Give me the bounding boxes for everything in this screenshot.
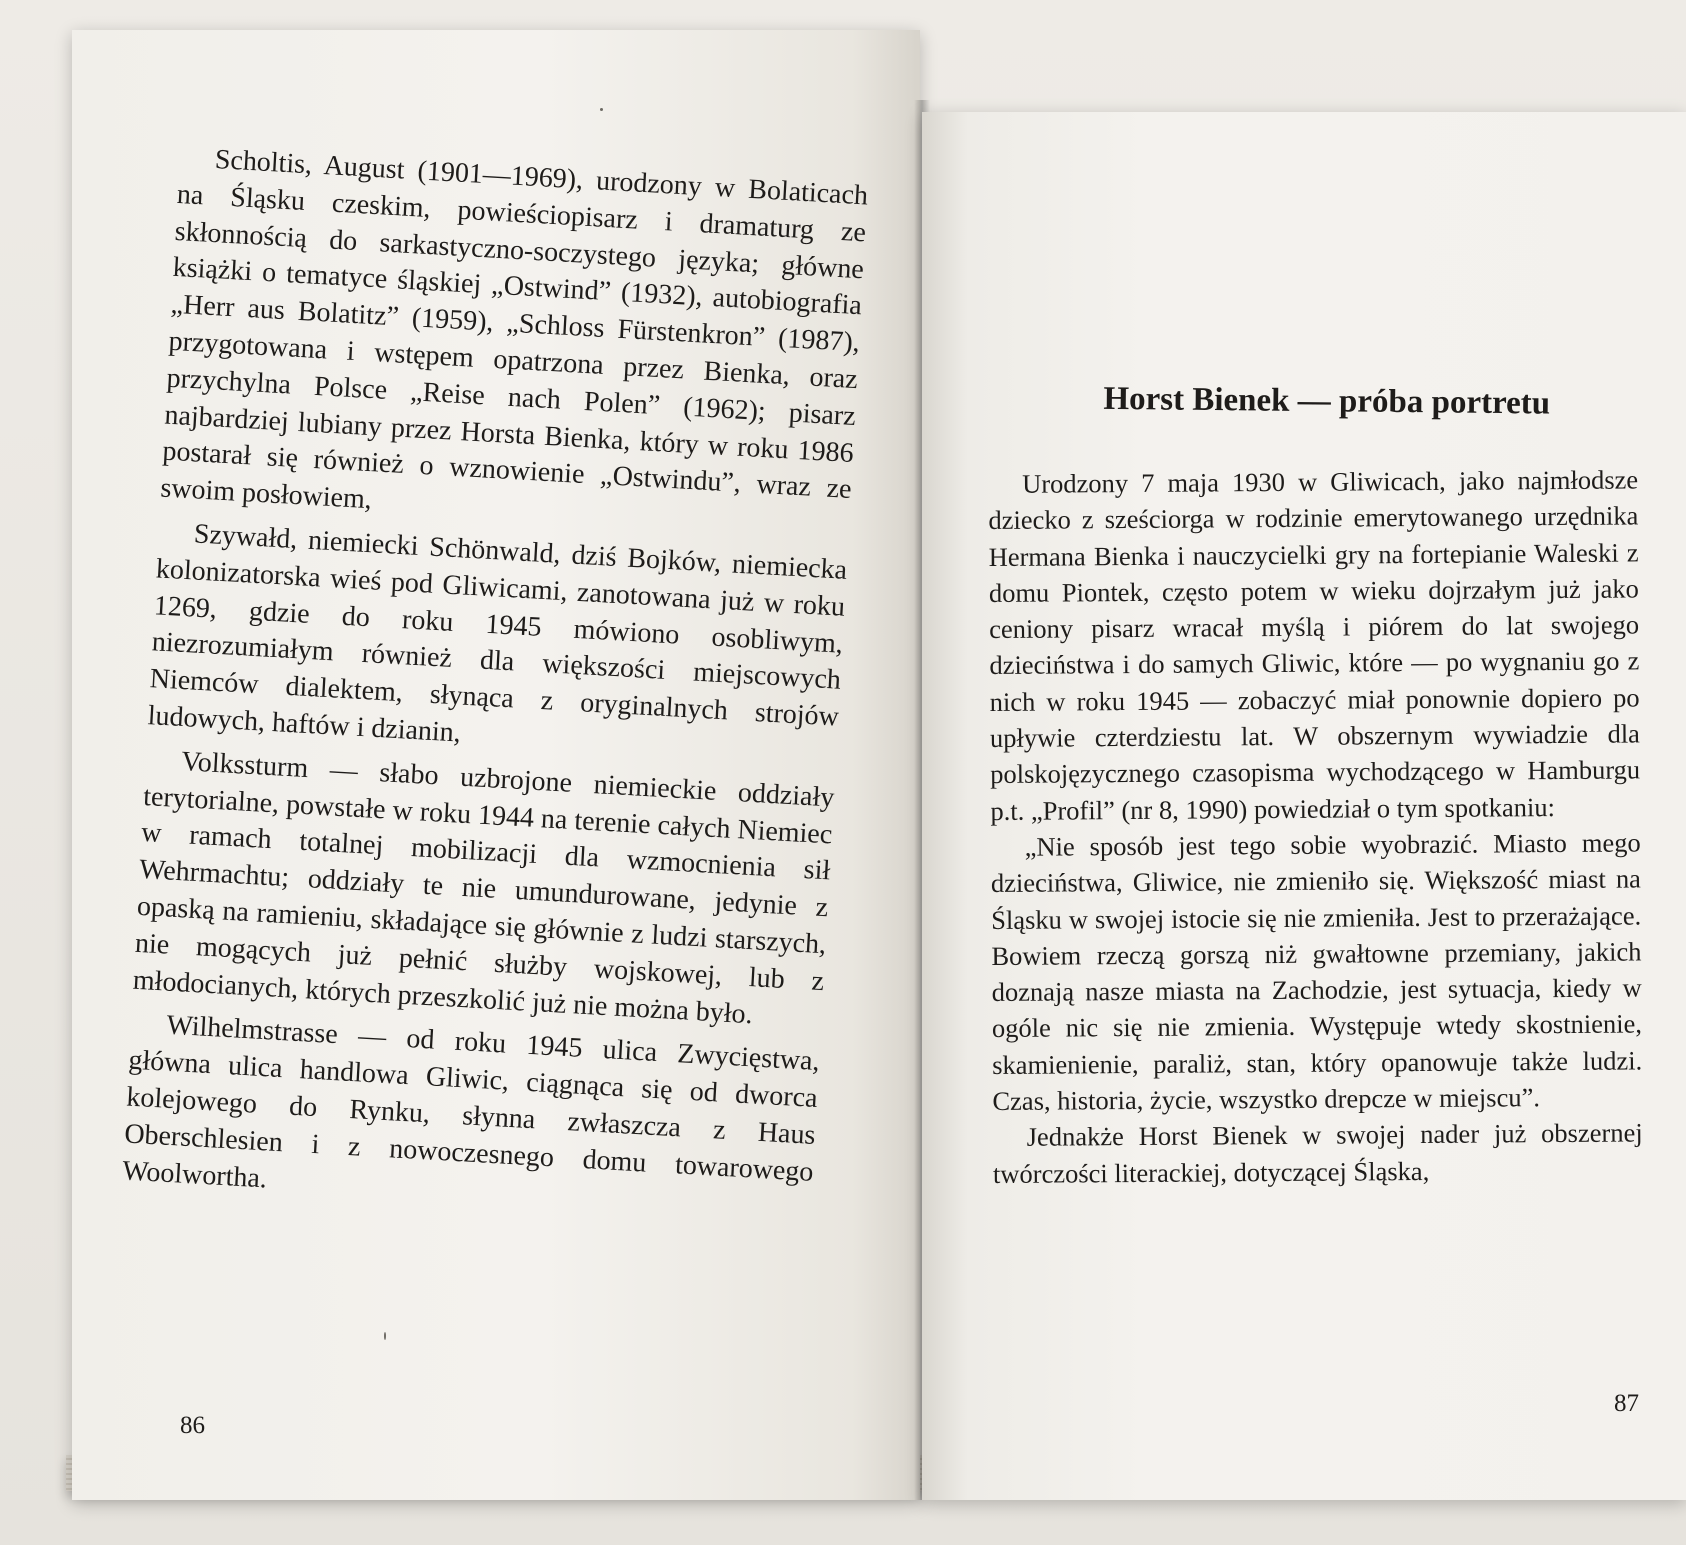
left-page	[72, 30, 920, 1500]
paper-speck	[600, 108, 603, 111]
paper-speck	[384, 1332, 386, 1340]
quote-paragraph: „Nie sposób jest tego sobie wyobrazić. Miasto mego dzieciństwa, Gliwice, nie zmieniło się. Większość miast na Śląsku w swojej istocie się nie zmieniła. Jest to przerażające. Bowiem rzeczą gorszą niż gwałtowne przemiany, jakich doznają nasze miasta na Zachodzie, jest sytuacja, kiedy w ogóle nic się nie zmienia. Występuje wtedy skostnienie, skamienienie, paraliż, stan, który opanowuje także ludzi. Czas, historia, życie, wszystko drepcze w miejscu”.	[990, 827, 1643, 1117]
glossary-entry-volkssturm: Volkssturm — słabo uzbrojone niemieckie oddziały terytorialne, powstałe w roku 1944 na terenie całych Niemiec w ramach totalnej mobilizacji dla wzmocnienia sił Wehrmachtu; oddziały te nie umundurowane, jedynie z opaską na ramieniu, składające się głównie z ludzi starszych, nie mogących już pełnić służby wojskowej, lub z młodocianych, których przeszkolić już nie można było.	[132, 745, 836, 1030]
glossary-entry-wilhelmstrasse: Wilhelmstrasse — od roku 1945 ulica Zwycięstwa, główna ulica handlowa Gliwic, ciągnąca się od dworca kolejowego do Rynku, słynna zwłaszcza z Haus Oberschlesien i z nowoczesnego domu towarowego Woolwortha.	[121, 1009, 821, 1194]
right-page-text	[988, 461, 1643, 1191]
body-paragraph: Urodzony 7 maja 1930 w Gliwicach, jako najmłodsze dziecko z sześciorga w rodzinie emerytowanego urzędnika Hermana Bienka i nauczycielki gry na fortepianie Waleski z domu Piontek, często potem w wieku dojrzałym już jako ceniony pisarz wracał myślą i piórem do lat swojego dzieciństwa i do samych Gliwic, które — po wygnaniu go z nich w roku 1945 — zobaczyć miał ponownie dopiero po upływie czterdziestu lat. W obszernym wywiadzie dla polskojęzycznego czasopisma wychodzącego w Hamburgu p.t. „Profil” (nr 8, 1990) powiedział o tym spotkaniu:	[988, 464, 1641, 826]
left-page-text	[121, 140, 869, 1235]
glossary-entry-szywald: Szywałd, niemiecki Schönwald, dziś Bojków, niemiecka kolonizatorska wieś pod Gliwicami, zanotowana już w roku 1269, gdzie do roku 1945 mówiono osobliwym, niezrozumiałym również dla większości miejscowych Niemców dialektem, słynąca z oryginalnych strojów ludowych, haftów i dzianin,	[146, 518, 848, 749]
body-paragraph: Jednakże Horst Bienek w swojej nader już obszernej twórczości literackiej, dotyczącej Śląska,	[992, 1117, 1643, 1189]
right-page	[922, 112, 1686, 1500]
chapter-title: Horst Bienek — próba portretu	[1103, 380, 1551, 422]
page-number-right: 87	[1614, 1390, 1639, 1417]
glossary-entry-scholtis: Scholtis, August (1901—1969), urodzony w Bolaticach na Śląsku czeskim, powieściopisarz i dramaturg ze skłonnością do sarkastyczno-soczystego języka; główne książki o tematyce śląskiej „Ostwind” (1932), autobiografia „Herr aus Bolatitz” (1959), „Schloss Fürstenkron” (1987), przygotowana i wstępem opatrzona przez Bienka, oraz przychylna Polsce „Reise nach Polen” (1962); pisarz najbardziej lubiany przez Horsta Bienka, który w roku 1986 postarał się również o wznowienie „Ostwindu”, wraz ze swoim posłowiem,	[159, 144, 869, 516]
page-number-left: 86	[180, 1412, 205, 1439]
